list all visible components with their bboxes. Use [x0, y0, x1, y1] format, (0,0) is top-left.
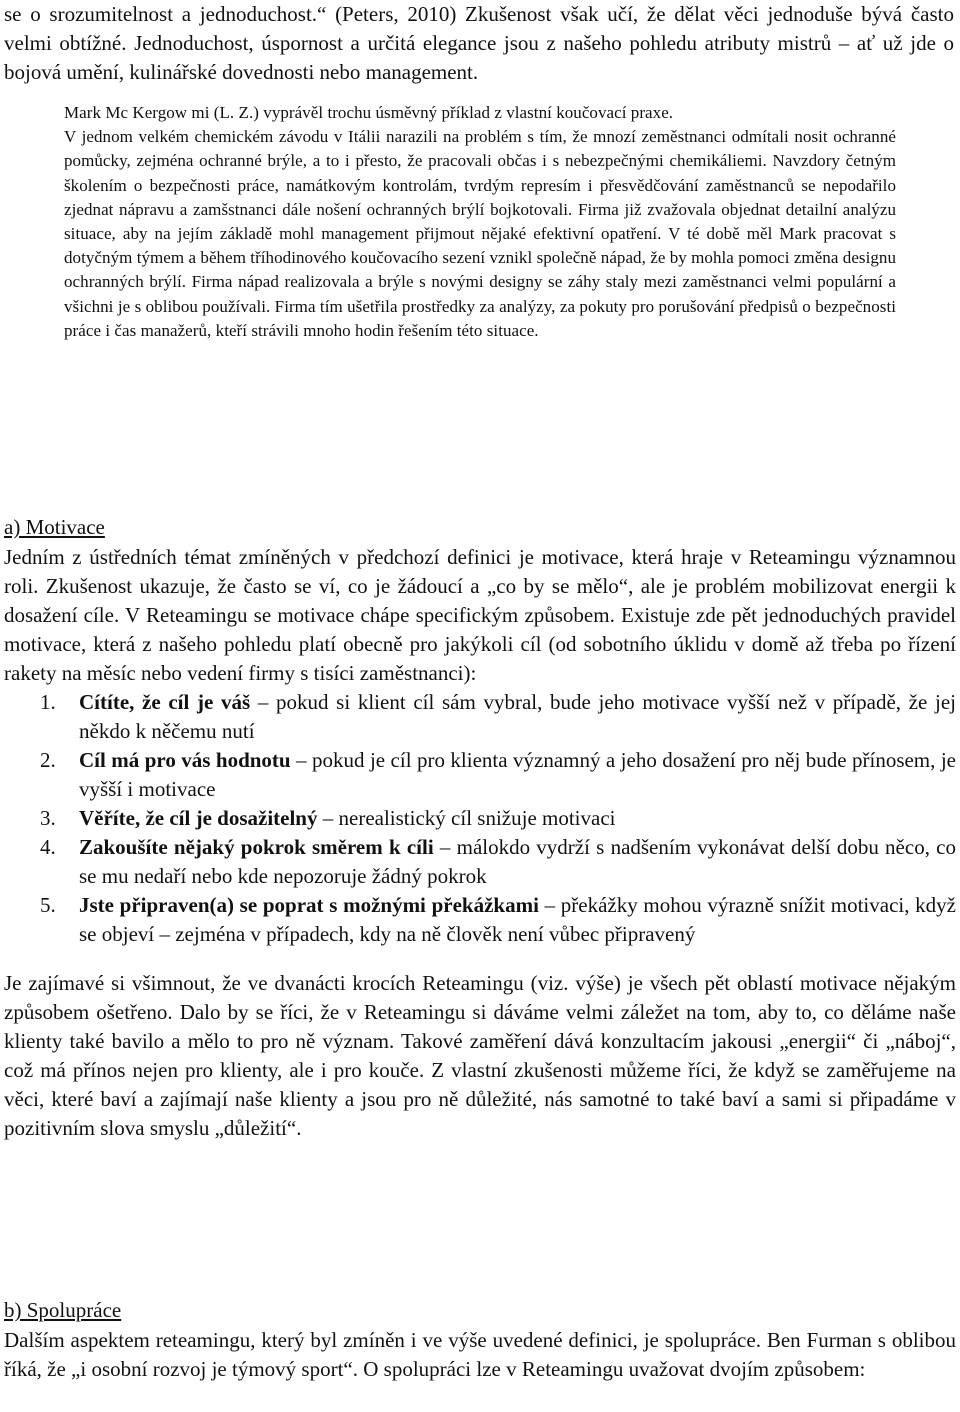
list-item-number: 4.	[40, 835, 56, 859]
section-motivation-closing: Je zajímavé si všimnout, že ve dvanácti krocích Reteamingu (viz. výše) je všech pět oblastí motivace nějakým způsobem ošetřeno. Dalo by se říci, že v Reteamingu si dáváme velmi záležet na tom, aby to, co děláme naše klienty také bavilo a mělo to pro ně význam. Takové zaměření dává konzultacím jakousi „energii“ či „náboj“, což má přínos nejen pro klienty, ale i pro kouče. Z vlastní zkušenosti můžeme říci, že když se zaměřujeme na věci, které baví a zajímají naše klienty a jsou pro ně důležité, nás samotné to také baví a sami si připadáme v pozitivním slova smyslu „důležití“.	[4, 971, 956, 1140]
case-study-intro: Mark Mc Kergow mi (L. Z.) vyprávěl trochu úsměvný příklad z vlastní koučovací praxe.	[64, 103, 674, 122]
list-item	[40, 891, 956, 949]
case-study-body: V jednom velkém chemickém závodu v Itálii narazili na problém s tím, že mnozí zeměstnanci odmítali nosit ochranné pomůcky, zejména ochranné brýle, a to i přesto, že pracovali občas i s nebezpečnými chemikáliemi. Navzdory četným školením o bezpečnosti práce, namátkovým kontrolám, tvrdým represím i přesvědčování zaměstnanců se nepodařilo zjednat nápravu a zamšstnanci dále nošení ochranných brýlí bojkotovali. Firma již zvažovala objednat detailní analýzu situace, aby na jejím základě mohl management přijmout nějaké efektivní opatření. V té době měl Mark pracovat s dotyčným týmem a během tříhodinového koučovacího sezení vznikl společně nápad, že by mohla pomoci změna designu ochranných brýlí. Firma nápad realizovala a brýle s novými designy se záhy staly mezi zaměstnanci velmi populární a všichni je s oblibou používali. Firma tím ušetřila prostředky za analýzy, za pokuty pro porušování předpisů o bezpečnosti práce i čas manažerů, kteří strávili mnoho hodin řešením této situace.	[64, 127, 896, 340]
list-item-text: – překážky mohou výrazně snížit motivaci, když se objeví – zejména v případech, kdy na ně člověk není vůbec připravený	[79, 893, 956, 946]
list-item-text: – pokud je cíl pro klienta významný a jeho dosažení pro něj bude přínosem, je vyšší i motivace	[79, 748, 956, 801]
list-item-bold: Cíl má pro vás hodnotu	[79, 748, 291, 772]
list-item-number: 2.	[40, 748, 56, 772]
list-item-text: – pokud si klient cíl sám vybral, bude jeho motivace vyšší než v případě, že jej někdo k něčemu nutí	[79, 690, 956, 743]
list-item-bold: Věříte, že cíl je dosažitelný	[79, 806, 318, 830]
section-motivation-heading: a) Motivace	[4, 515, 105, 539]
section-motivation	[4, 513, 956, 1143]
list-item-bold: Jste připraven(a) se poprat s možnými překážkami	[79, 893, 539, 917]
top-paragraph	[4, 0, 954, 87]
list-item-bold: Cítíte, že cíl je váš	[79, 690, 251, 714]
top-paragraph-text: se o srozumitelnost a jednoduchost.“ (Peters, 2010) Zkušenost však učí, že dělat věci jednoduše bývá často velmi obtížné. Jednoduchost, úspornost a určitá elegance jsou z našeho pohledu atributy mistrů – ať už jde o bojová umění, kulinářské dovednosti nebo management.	[4, 2, 954, 84]
list-item-number: 5.	[40, 893, 56, 917]
section-cooperation-intro: Dalším aspektem reteamingu, který byl zmíněn i ve výše uvedené definici, je spolupráce. Ben Furman s oblibou říká, že „i osobní rozvoj je týmový sport“. O spolupráci lze v Reteamingu uvažovat dvojím způsobem:	[4, 1328, 956, 1381]
list-item-bold: Zakoušíte nějaký pokrok směrem k cíli	[79, 835, 434, 859]
section-motivation-intro: Jedním z ústředních témat zmíněných v předchozí definici je motivace, která hraje v Reteamingu významnou roli. Zkušenost ukazuje, že často se ví, co je žádoucí a „co by se mělo“, ale je problém mobilizovat energii k dosažení cíle. V Reteamingu se motivace chápe specifickým způsobem. Existuje zde pět jednoduchých pravidel motivace, která z našeho pohledu platí obecně pro jakýkoli cíl (od sobotního úklidu v domě až třeba po řízení rakety na měsíc nebo vedení firmy s tisíci zaměstnanci):	[4, 545, 956, 685]
list-item	[40, 688, 956, 746]
list-item-text: – nerealistický cíl snižuje motivaci	[317, 806, 616, 830]
list-item-number: 3.	[40, 806, 56, 830]
list-item-text: – málokdo vydrží s nadšením vykonávat delší dobu něco, co se mu nedaří nebo kde nepozoruje žádný pokrok	[79, 835, 956, 888]
list-item	[40, 804, 956, 833]
case-study-block	[64, 101, 896, 343]
list-item	[40, 746, 956, 804]
list-item-number: 1.	[40, 690, 56, 714]
section-cooperation	[4, 1296, 956, 1384]
list-item	[40, 833, 956, 891]
motivation-rules-list	[4, 688, 956, 949]
section-cooperation-heading: b) Spolupráce	[4, 1298, 122, 1322]
